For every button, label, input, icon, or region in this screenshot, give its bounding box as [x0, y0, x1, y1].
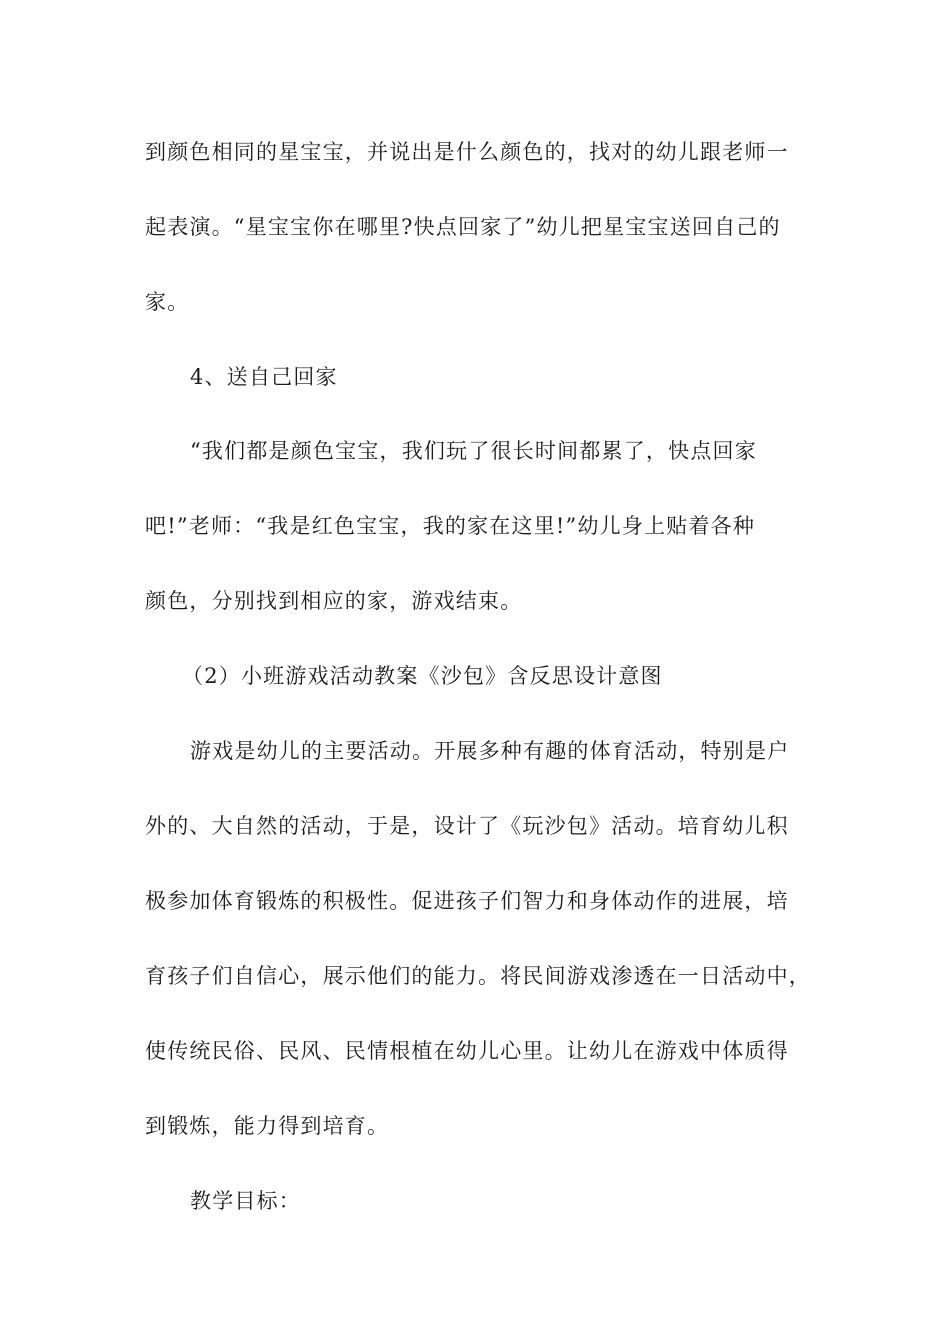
section-heading: 教学目标：: [190, 1189, 301, 1213]
paragraph-line: 到颜色相同的星宝宝，并说出是什么颜色的，找对的幼儿跟老师一: [145, 140, 789, 164]
paragraph-line: 极参加体育锻炼的积极性。促进孩子们智力和身体动作的进展，培: [145, 889, 789, 913]
paragraph-line: 外的、大自然的活动，于是，设计了《玩沙包》活动。培育幼儿积: [145, 814, 789, 838]
paragraph-line: 家。: [145, 290, 190, 314]
paragraph-line: “我们都是颜色宝宝，我们玩了很长时间都累了，快点回家: [190, 439, 757, 463]
section-heading: 4、送自己回家: [190, 365, 338, 389]
paragraph-line: 吧!”老师：“我是红色宝宝，我的家在这里!”幼儿身上贴着各种: [145, 514, 756, 538]
paragraph-line: 起表演。“星宝宝你在哪里?快点回家了”幼儿把星宝宝送回自己的: [145, 215, 781, 239]
paragraph-line: 颜色，分别找到相应的家，游戏结束。: [145, 589, 523, 613]
paragraph-line: 到锻炼，能力得到培育。: [145, 1114, 390, 1138]
paragraph-line: 使传统民俗、民风、民情根植在幼儿心里。让幼儿在游戏中体质得: [145, 1039, 789, 1063]
section-title: （2）小班游戏活动教案《沙包》含反思设计意图: [182, 664, 663, 688]
paragraph-line: 育孩子们自信心，展示他们的能力。将民间游戏渗透在一日活动中，: [145, 964, 811, 988]
paragraph-line: 游戏是幼儿的主要活动。开展多种有趣的体育活动，特别是户: [190, 739, 790, 763]
